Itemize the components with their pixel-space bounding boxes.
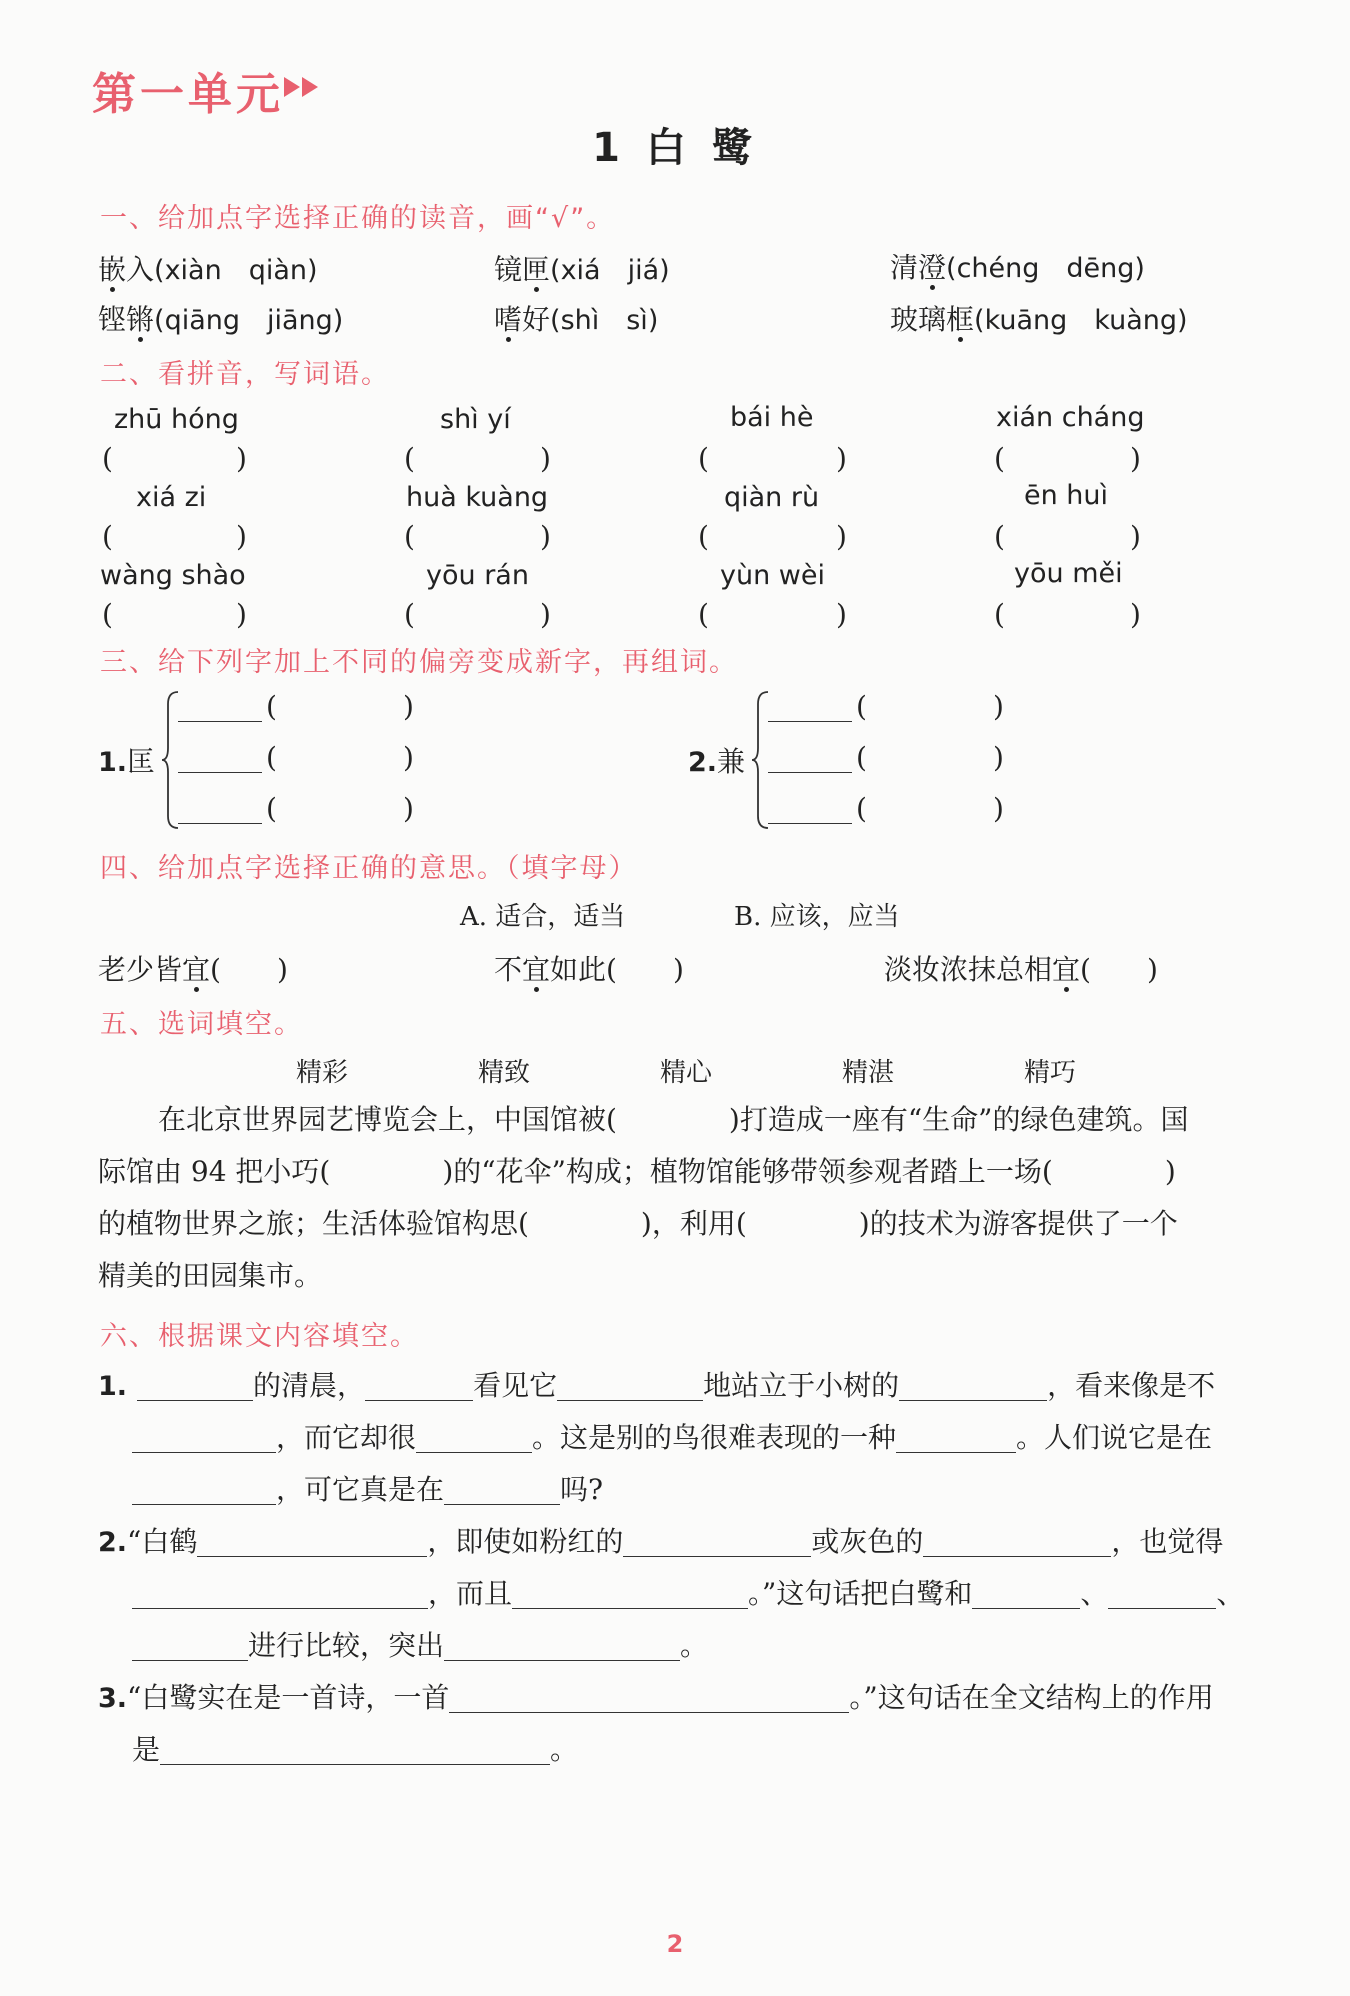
s1-item-2: 镜匣(xiá jiá): [494, 253, 670, 286]
answer-paren-open: (: [102, 520, 113, 553]
s1-item-3: 清澄(chéng dēng): [890, 251, 1145, 284]
s3-q2-row-2: ( ): [768, 741, 1004, 774]
s4-option-b: B. 应该，应当: [734, 902, 900, 932]
s1-item-1: 嵌入(xiàn qiàn): [98, 253, 318, 286]
s3-q2-row-3: ( ): [768, 792, 1004, 825]
s6-q2-line-1: 2.“白鹤 ，即使如粉红的 或灰色的 ，也觉得: [98, 1525, 1224, 1558]
answer-paren-close: ): [540, 598, 551, 631]
answer-paren-open: (: [404, 598, 415, 631]
answer-paren-close: ): [836, 442, 847, 475]
answer-paren-close: ): [1130, 520, 1141, 553]
s6-q2-line-2: ，而且 。”这句话把白鹭和 、 、: [132, 1572, 1244, 1612]
answer-paren-close: ): [1130, 598, 1141, 631]
s4-item-1: 老少皆宜( ): [98, 953, 288, 986]
pinyin-3: bái hè: [730, 402, 814, 433]
lesson-title: 1 白 鹭: [592, 125, 758, 171]
pinyin-6: huà kuàng: [406, 482, 549, 513]
answer-paren-close: ): [836, 598, 847, 631]
s4-item-2: 不宜如此( ): [494, 953, 684, 986]
s3-q2-label: 2.兼: [688, 745, 746, 778]
section-5-title: 五、选词填空。: [100, 1009, 303, 1040]
answer-paren-close: ): [236, 442, 247, 475]
pinyin-7: qiàn rù: [724, 482, 820, 513]
answer-paren-close: ): [1130, 442, 1141, 475]
s6-q1-line-3: ，可它真是在 吗?: [132, 1468, 603, 1508]
section-6-title: 六、根据课文内容填空。: [100, 1321, 419, 1352]
s4-option-a: A. 适合，适当: [460, 902, 626, 932]
s4-item-3: 淡妆浓抹总相宜( ): [884, 953, 1158, 986]
answer-paren-open: (: [994, 598, 1005, 631]
answer-paren-open: (: [994, 520, 1005, 553]
pinyin-8: ēn huì: [1024, 480, 1109, 511]
s1-item-4: 铿锵(qiāng jiāng): [98, 303, 344, 336]
s1-item-5: 嗜好(shì sì): [494, 303, 659, 336]
answer-paren-open: (: [994, 442, 1005, 475]
s5-paragraph-line: 际馆由 94 把小巧( )的“花伞”构成；植物馆能够带领参观者踏上一场( ): [98, 1155, 1176, 1188]
pinyin-11: yùn wèi: [720, 560, 825, 591]
answer-paren-open: (: [102, 442, 113, 475]
s6-q1-line-1: 1. 的清晨， 看见它 地站立于小树的 ，看来像是不: [98, 1369, 1216, 1402]
s5-word: 精巧: [1024, 1058, 1077, 1088]
s6-q3-line-1: 3.“白鹭实在是一首诗，一首 。”这句话在全文结构上的作用: [98, 1681, 1214, 1714]
answer-paren-close: ): [236, 598, 247, 631]
section-3-title: 三、给下列字加上不同的偏旁变成新字，再组词。: [100, 647, 738, 678]
unit-title: 第一单元: [92, 69, 284, 120]
s5-word: 精心: [660, 1058, 713, 1088]
answer-paren-open: (: [698, 520, 709, 553]
pinyin-2: shì yí: [440, 404, 511, 435]
s3-q1-row-3: ( ): [178, 792, 414, 825]
answer-paren-close: ): [236, 520, 247, 553]
answer-paren-close: ): [540, 520, 551, 553]
s5-paragraph-line: 的植物世界之旅；生活体验馆构思( )，利用( )的技术为游客提供了一个: [98, 1207, 1178, 1240]
answer-paren-close: ): [540, 442, 551, 475]
s5-word: 精彩: [296, 1058, 349, 1088]
pinyin-1: zhū hóng: [114, 404, 239, 435]
page-number: 2: [666, 1930, 684, 1958]
section-1-title: 一、给加点字选择正确的读音，画“√”。: [100, 203, 616, 234]
pinyin-12: yōu měi: [1014, 558, 1123, 589]
pinyin-9: wàng shào: [100, 560, 246, 591]
s3-q2-row-1: ( ): [768, 690, 1004, 723]
s6-q3-line-2: 是 。: [132, 1733, 579, 1766]
double-arrow-icon: [284, 74, 328, 100]
answer-paren-open: (: [698, 442, 709, 475]
s3-q1-label: 1.匡: [98, 745, 156, 778]
s5-word: 精致: [478, 1058, 531, 1088]
s6-q1-line-2: ，而它却很 。这是别的鸟很难表现的一种 。人们说它是在: [132, 1416, 1212, 1456]
answer-paren-close: ): [836, 520, 847, 553]
s6-q2-line-3: 进行比较，突出 。: [132, 1624, 708, 1664]
section-2-title: 二、看拼音，写词语。: [100, 359, 390, 390]
s5-word: 精湛: [842, 1058, 895, 1088]
answer-paren-open: (: [698, 598, 709, 631]
pinyin-5: xiá zi: [136, 482, 207, 513]
answer-paren-open: (: [102, 598, 113, 631]
answer-paren-open: (: [404, 442, 415, 475]
s5-paragraph-line: 在北京世界园艺博览会上，中国馆被( )打造成一座有“生命”的绿色建筑。国: [158, 1103, 1189, 1136]
s3-q1-row-2: ( ): [178, 741, 414, 774]
s1-item-6: 玻璃框(kuāng kuàng): [890, 303, 1188, 336]
pinyin-4: xián cháng: [996, 402, 1145, 433]
section-4-title: 四、给加点字选择正确的意思。（填字母）: [100, 853, 638, 884]
s3-q1-row-1: ( ): [178, 690, 414, 723]
pinyin-10: yōu rán: [426, 560, 529, 591]
answer-paren-open: (: [404, 520, 415, 553]
s5-paragraph-line: 精美的田园集市。: [98, 1259, 323, 1292]
